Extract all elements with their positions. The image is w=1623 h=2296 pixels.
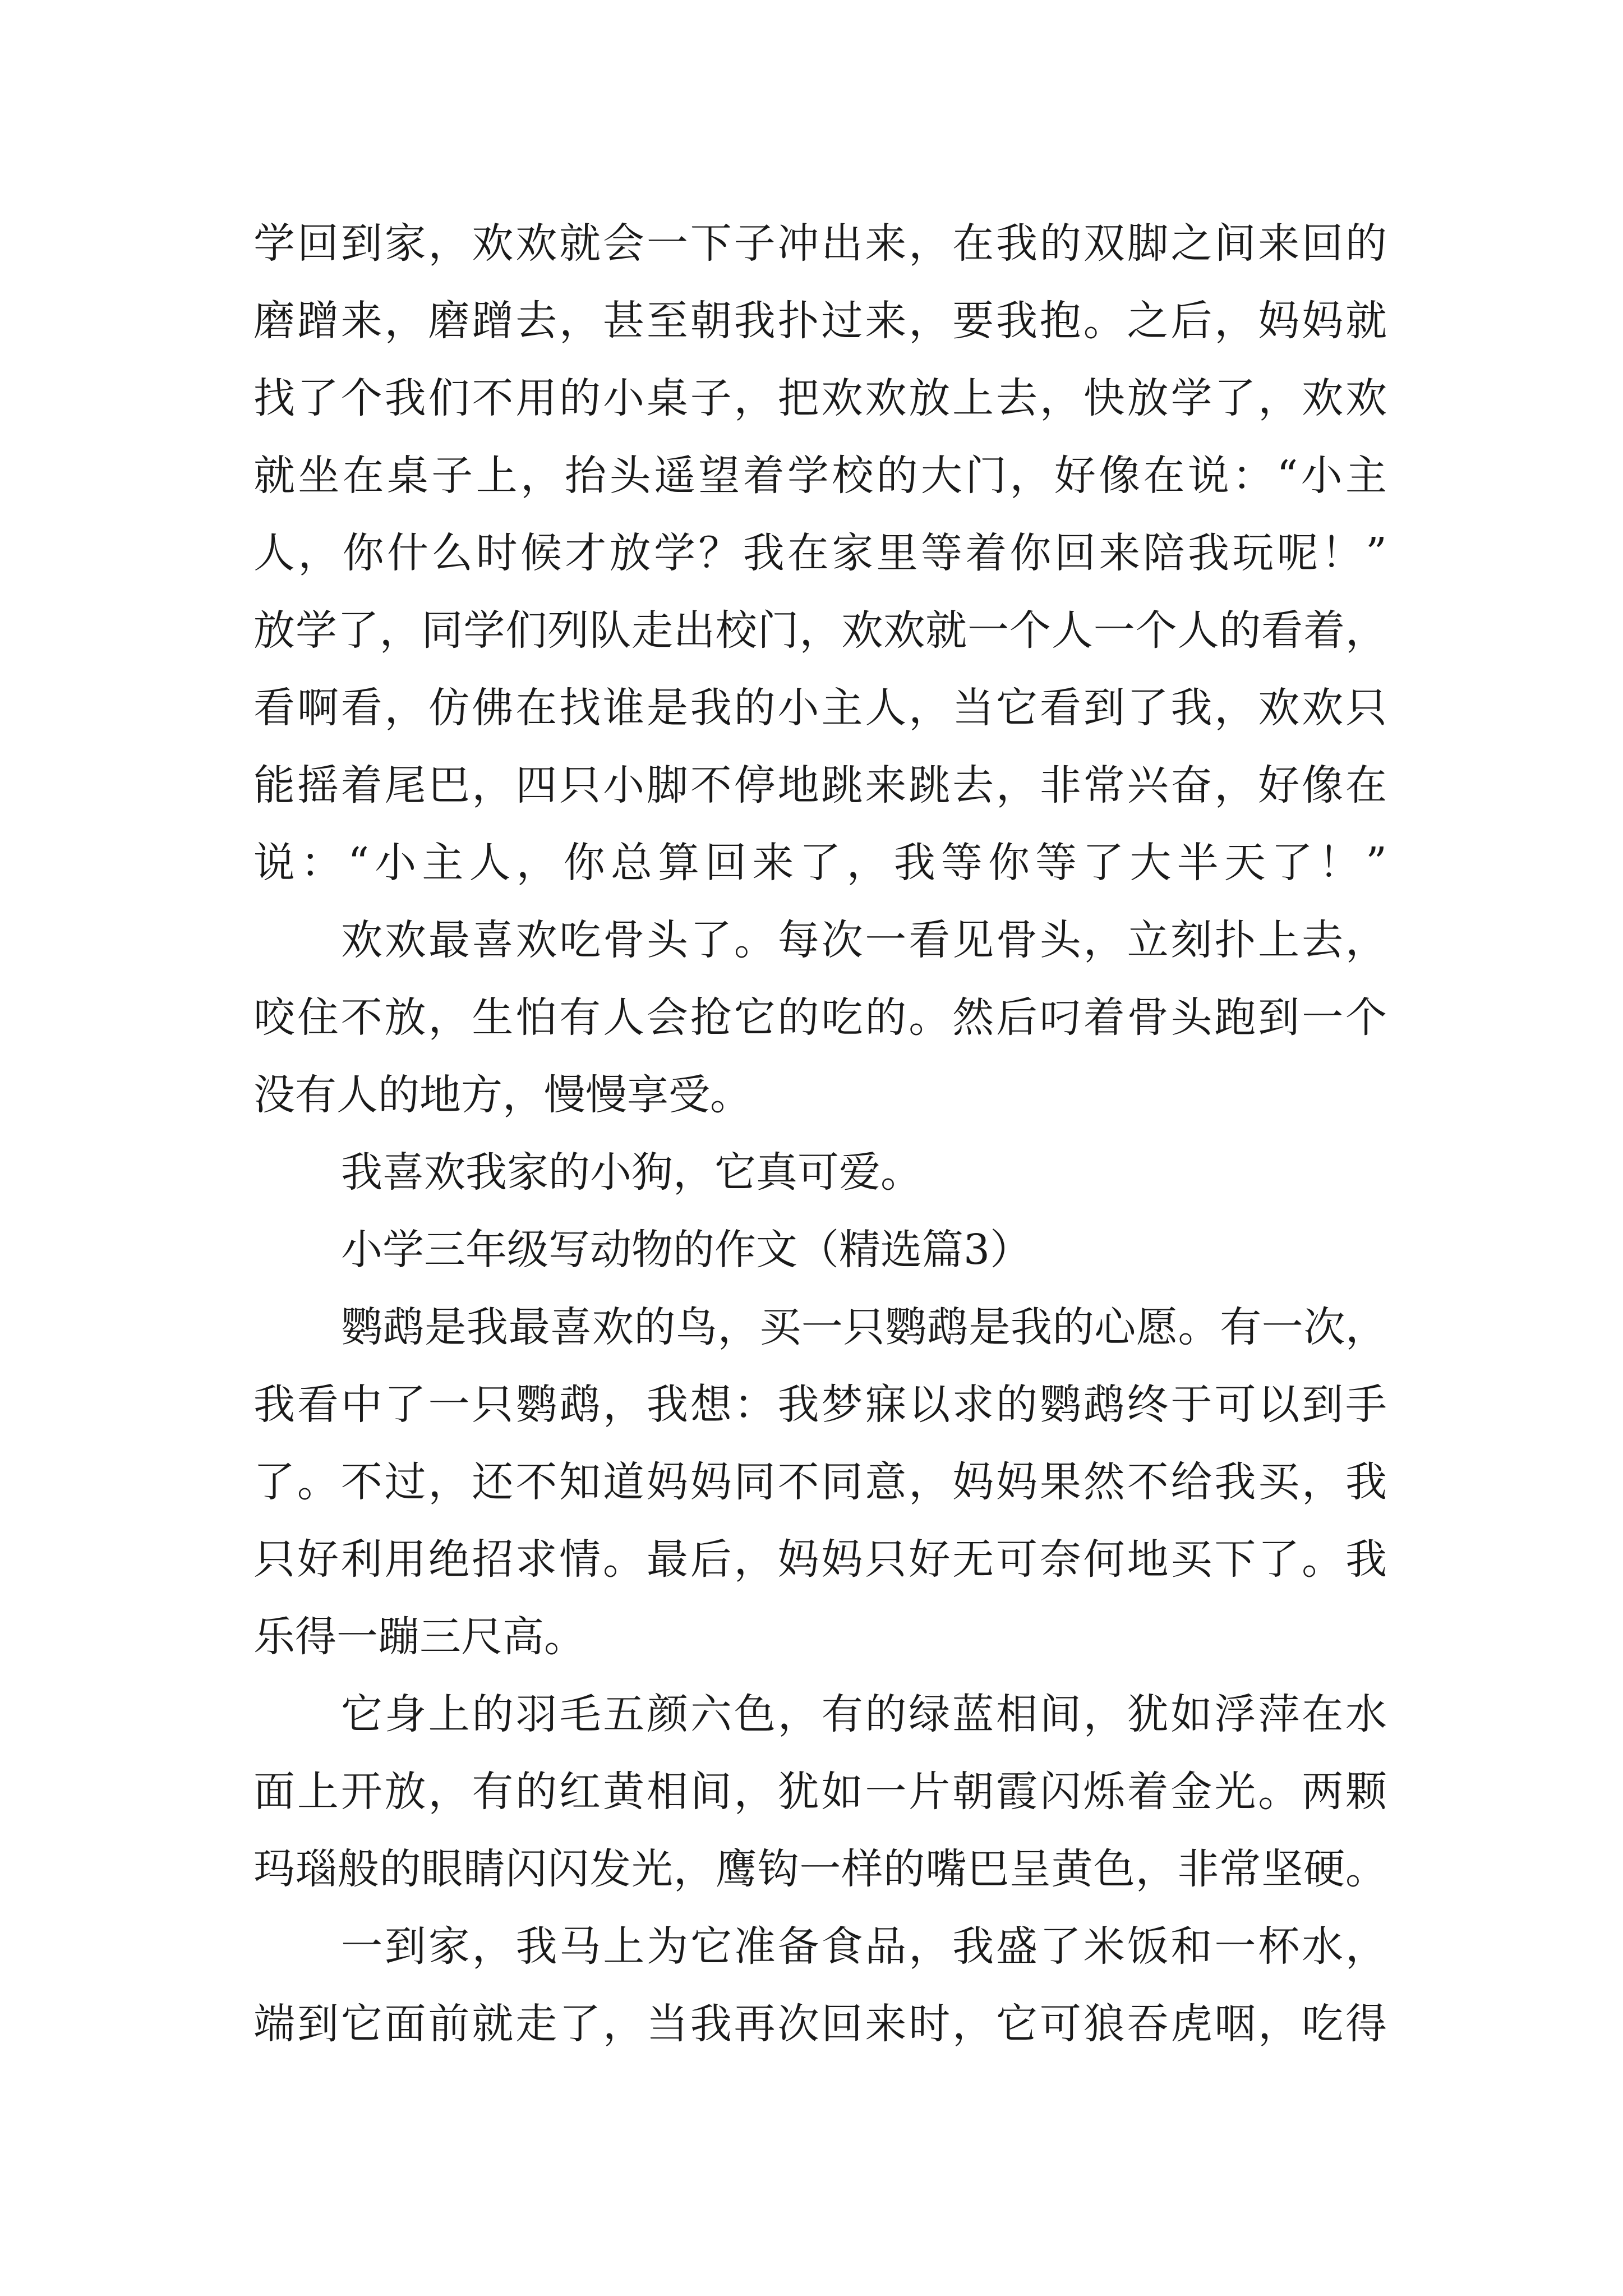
text-line: 没有人的地方，慢慢享受。 bbox=[253, 1071, 751, 1119]
text-line: 人，你什么时候才放学？我在家里等着你回来陪我玩呢！” bbox=[253, 529, 1387, 577]
heading-line: 小学三年级写动物的作文（精选篇3） bbox=[341, 1226, 1032, 1274]
paragraph bbox=[253, 1289, 1387, 1676]
document-body bbox=[253, 205, 1387, 2063]
paragraph bbox=[253, 901, 1387, 1134]
section-heading bbox=[253, 1211, 1387, 1289]
text-line: 它身上的羽毛五颜六色，有的绿蓝相间，犹如浮萍在水 bbox=[341, 1690, 1387, 1738]
text-line: 欢欢最喜欢吃骨头了。每次一看见骨头，立刻扑上去， bbox=[341, 916, 1387, 964]
text-line: 咬住不放，生怕有人会抢它的吃的。然后叼着骨头跑到一个 bbox=[253, 993, 1387, 1042]
text-line: 就坐在桌子上，抬头遥望着学校的大门，好像在说：“小主 bbox=[253, 452, 1387, 500]
paragraph bbox=[253, 1134, 1387, 1211]
text-line: 了。不过，还不知道妈妈同不同意，妈妈果然不给我买，我 bbox=[253, 1458, 1387, 1506]
text-line: 放学了，同学们列队走出校门，欢欢就一个人一个人的看着， bbox=[253, 606, 1387, 655]
paragraph bbox=[253, 1676, 1387, 1908]
text-line: 我看中了一只鹦鹉，我想：我梦寐以求的鹦鹉终于可以到手 bbox=[253, 1381, 1387, 1429]
text-line: 说：“小主人，你总算回来了，我等你等了大半天了！” bbox=[253, 839, 1387, 887]
text-line: 磨蹭来，磨蹭去，甚至朝我扑过来，要我抱。之后，妈妈就 bbox=[253, 297, 1387, 345]
text-line: 只好利用绝招求情。最后，妈妈只好无可奈何地买下了。我 bbox=[253, 1535, 1387, 1584]
text-line: 乐得一蹦三尺高。 bbox=[253, 1613, 585, 1661]
text-line: 端到它面前就走了，当我再次回来时，它可狼吞虎咽，吃得 bbox=[253, 2000, 1387, 2048]
text-line: 能摇着尾巴，四只小脚不停地跳来跳去，非常兴奋，好像在 bbox=[253, 761, 1387, 809]
text-line: 学回到家，欢欢就会一下子冲出来，在我的双脚之间来回的 bbox=[253, 219, 1387, 268]
text-line: 鹦鹉是我最喜欢的鸟，买一只鹦鹉是我的心愿。有一次， bbox=[341, 1303, 1387, 1351]
text-line: 看啊看，仿佛在找谁是我的小主人，当它看到了我，欢欢只 bbox=[253, 684, 1387, 732]
paragraph bbox=[253, 205, 1387, 901]
paragraph bbox=[253, 1908, 1387, 2063]
text-line: 一到家，我马上为它准备食品，我盛了米饭和一杯水， bbox=[341, 1922, 1387, 1971]
text-line: 找了个我们不用的小桌子，把欢欢放上去，快放学了，欢欢 bbox=[253, 374, 1387, 422]
text-line: 玛瑙般的眼睛闪闪发光，鹰钩一样的嘴巴呈黄色，非常坚硬。 bbox=[253, 1845, 1387, 1893]
text-line: 面上开放，有的红黄相间，犹如一片朝霞闪烁着金光。两颗 bbox=[253, 1768, 1387, 1816]
text-line: 我喜欢我家的小狗，它真可爱。 bbox=[341, 1148, 922, 1197]
